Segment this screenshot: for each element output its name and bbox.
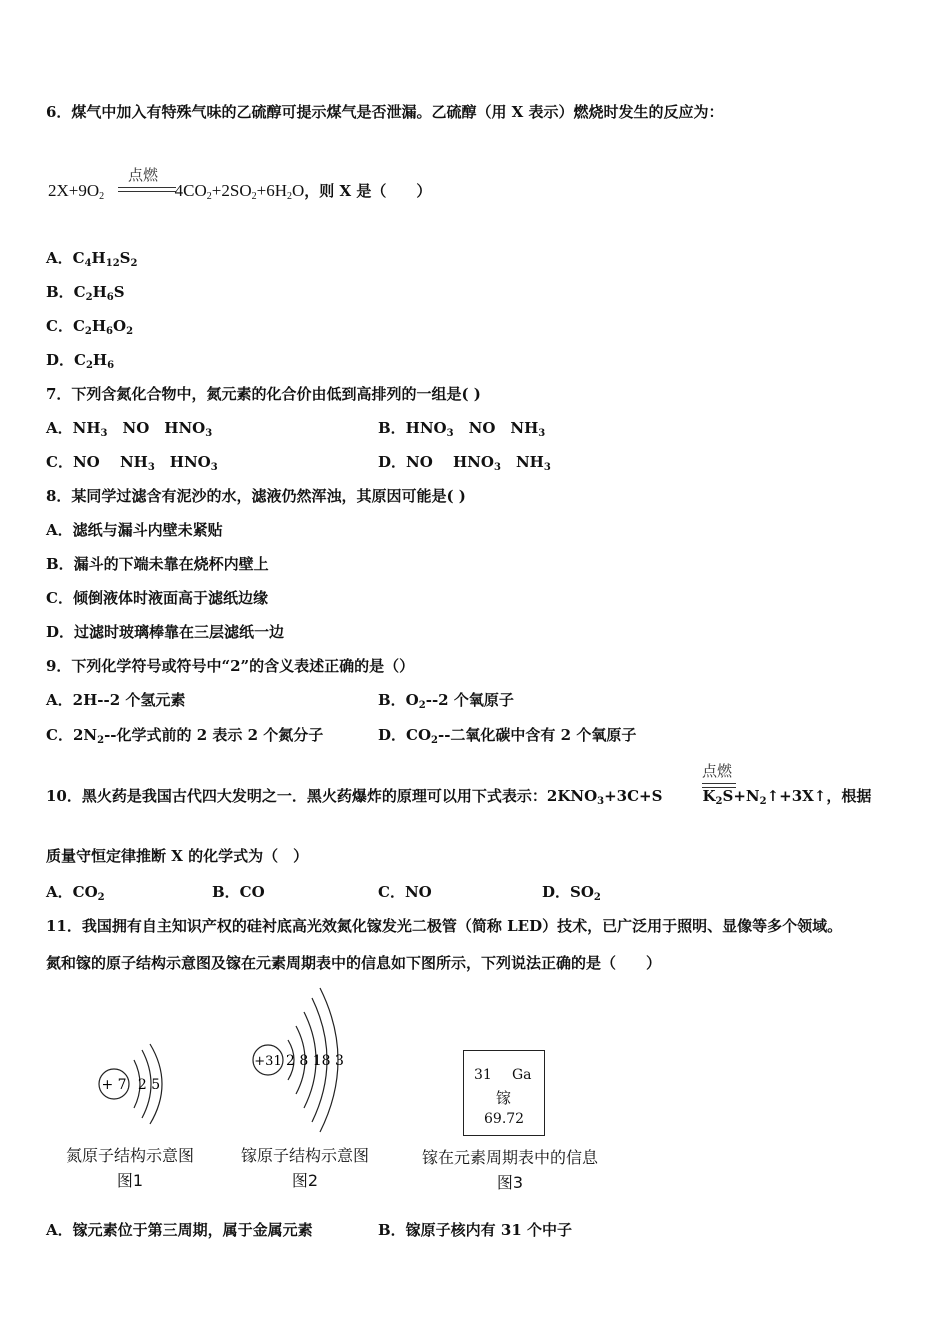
q11-option-b[interactable]: B．镓原子核内有 31 个中子: [378, 1221, 572, 1239]
q9-option-c[interactable]: C．$2N_2--$化学式前的 2 表示 2 个氮分子: [46, 726, 324, 746]
gallium-shells: 2 8 18 3: [286, 1053, 344, 1069]
q9-option-b[interactable]: B．$O_2--2$ 个氧原子: [378, 691, 514, 711]
q8-option-c[interactable]: C．倾倒液体时液面高于滤纸边缘: [46, 589, 268, 607]
q8-option-d[interactable]: D．过滤时玻璃棒靠在三层滤纸一边: [46, 623, 285, 641]
q11-stem: 11．我国拥有自主知识产权的硅衬底高光效氮化镓发光二极管（简称 LED）技术，已广泛用于照明、显像等多个领域。: [46, 917, 843, 935]
gallium-atom-diagram: [248, 984, 358, 1134]
nitrogen-atom-diagram: [90, 1036, 180, 1126]
gallium-periodic-cell: [463, 1050, 545, 1136]
q7-option-c[interactable]: C．NO $NH_3$ $HNO_3$: [46, 453, 218, 473]
fig3-caption: 镓在元素周期表中的信息: [421, 1148, 598, 1167]
fig2-caption: 镓原子结构示意图: [240, 1146, 369, 1165]
q8-option-b[interactable]: B．漏斗的下端未靠在烧杯内壁上: [46, 555, 269, 573]
q6-equation: $2X+9O_2$ $4CO_2+2SO_2+6H_2O$，则 X 是（ ）: [48, 181, 432, 202]
q10-option-b[interactable]: B．CO: [212, 883, 265, 901]
q6-option-c[interactable]: C．$C_2H_6O_2$: [46, 317, 134, 337]
q9-stem: 9．下列化学符号或符号中“2”的含义表述正确的是（）: [46, 657, 415, 675]
q7-option-d[interactable]: D．NO $HNO_3$ $NH_3$: [378, 453, 551, 473]
gallium-nucleus: +31: [254, 1054, 282, 1069]
q8-option-a[interactable]: A．滤纸与漏斗内壁未紧贴: [46, 521, 223, 539]
nitrogen-nucleus: + 7: [101, 1077, 127, 1093]
q6-equals-sign: [118, 187, 176, 192]
q6-stem: 6．煤气中加入有特殊气味的乙硫醇可提示煤气是否泄漏。乙硫醇（用 X 表示）燃烧时发生的反应为：: [46, 103, 724, 121]
fig1-label: 图1: [116, 1171, 144, 1190]
q7-stem: 7．下列含氮化合物中，氮元素的化合价由低到高排列的一组是( ): [46, 385, 481, 403]
q11-option-a[interactable]: A．镓元素位于第三周期，属于金属元素: [46, 1221, 313, 1239]
q6-option-b[interactable]: B．$C_2H_6S$: [46, 283, 125, 303]
q11-stem-cont: 氮和镓的原子结构示意图及镓在元素周期表中的信息如下图所示，下列说法正确的是（ ）: [46, 954, 662, 972]
q6-option-a[interactable]: A．$C_4H_{12}S_2$: [46, 249, 138, 269]
q10-stem: 10．黑火药是我国古代四大发明之一．黑火药爆炸的原理可以用下式表示：$2KNO_3+3C+S$ $K_2S+N_2↑+3X↑$，根据: [46, 787, 872, 807]
q9-option-a[interactable]: A．2H--2 个氢元素: [46, 691, 186, 709]
q10-equals-sign: [702, 783, 736, 788]
q7-option-b[interactable]: B．$HNO_3$ NO $NH_3$: [378, 419, 546, 439]
q6-option-d[interactable]: D．$C_2H_6$: [46, 351, 115, 371]
nitrogen-shells: 2 5: [137, 1077, 161, 1093]
fig2-label: 图2: [291, 1171, 319, 1190]
atomic-number: 31: [474, 1067, 492, 1083]
q10-option-c[interactable]: C．NO: [378, 883, 432, 901]
fig1-caption: 氮原子结构示意图: [65, 1146, 194, 1165]
q10-option-d[interactable]: D．$SO_2$: [542, 883, 601, 903]
q10-stem-cont: 质量守恒定律推断 X 的化学式为（ ）: [46, 847, 309, 865]
q7-option-a[interactable]: A．$NH_3$ NO $HNO_3$: [46, 419, 213, 439]
q9-option-d[interactable]: D．$CO_2--$二氧化碳中含有 2 个氧原子: [378, 726, 637, 746]
q8-stem: 8．某同学过滤含有泥沙的水，滤液仍然浑浊，其原因可能是( ): [46, 487, 466, 505]
q10-option-a[interactable]: A．$CO_2$: [46, 883, 105, 903]
atomic-mass: 69.72: [484, 1111, 525, 1127]
q10-condition: 点燃: [702, 762, 733, 780]
element-name: 镓: [496, 1089, 512, 1107]
q6-condition: 点燃: [128, 166, 159, 184]
element-symbol: Ga: [512, 1067, 532, 1083]
fig3-label: 图3: [496, 1173, 524, 1192]
